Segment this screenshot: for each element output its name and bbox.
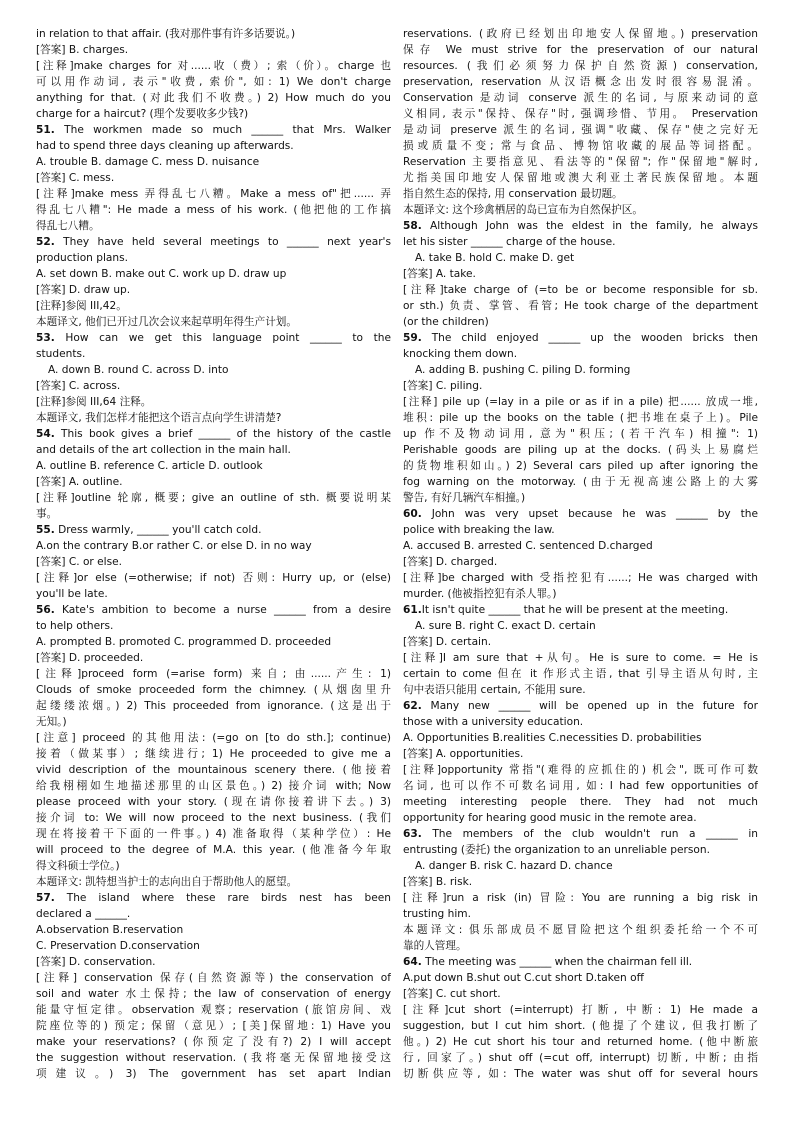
- text-line: [注释]opportunity 常指"(难得的应抓住的) 机会", 既可作可数: [403, 764, 758, 776]
- text-line: to help others.: [36, 620, 114, 632]
- text-line: 得乱七八糟。: [36, 220, 100, 232]
- question-line: [36, 330, 391, 346]
- text-line: and details of the art collection in the main hall.: [36, 444, 291, 456]
- text-line: 接介词 to: We will now proceed to the next business. (我们: [36, 812, 391, 824]
- text-line: fog warning on the motorway. (由于无视高速公路上的大雾: [403, 476, 758, 488]
- text-line: make your reservations? (你预定了没有?) 2) I will accept: [36, 1036, 391, 1048]
- question-number: 55.: [36, 524, 55, 536]
- text-line: 起缕缕浓烟。) 2) This proceeded from ignorance. (这是出于: [36, 700, 391, 712]
- text-line: students.: [36, 348, 86, 360]
- text-line: [注释]or else (=otherwise; if not) 否则: Hurry up, or (else): [36, 572, 391, 584]
- text-line: knocking them down.: [403, 348, 518, 360]
- text-line: 得文科硕士学位。): [36, 860, 120, 872]
- text-line: charge for a haircut? (理个发要收多少钱?): [36, 108, 249, 120]
- question-text: The meeting was ______ when the chairman fell ill.: [421, 956, 693, 968]
- question-number: 61.: [403, 604, 422, 616]
- text-line: you'll be late.: [36, 588, 108, 600]
- text-line: 得乱七八糟": He made a mess of his work. (他把他的工作搞: [36, 204, 391, 216]
- text-line: or sth.) 负责、掌管、看管; He took charge of the department: [403, 300, 758, 312]
- text-line: entrusting (委托) the organization to an unreliable person.: [403, 844, 710, 856]
- question-line: [36, 890, 391, 906]
- text-line: 警告, 有好几辆汽车相撞。): [403, 492, 526, 504]
- text-line: A. take B. hold C. make D. get: [415, 252, 575, 264]
- text-line: A. set down B. make out C. work up D. draw up: [36, 268, 287, 280]
- text-line: C. Preservation D.conservation: [36, 940, 200, 952]
- text-line: [答案] A. outline.: [36, 476, 123, 488]
- question-number: 59.: [403, 332, 422, 344]
- text-line: (or the children): [403, 316, 489, 328]
- question-text: The child enjoyed ______ up the wooden bricks then: [421, 332, 758, 344]
- text-line: A. danger B. risk C. hazard D. chance: [415, 860, 613, 872]
- text-line: let his sister ______ charge of the house.: [403, 236, 616, 248]
- text-line: 义相同, 表示"保持、保存"时, 强调珍惜、节用。 Preservation: [403, 108, 758, 120]
- question-line: [36, 122, 391, 138]
- text-line: 的货物堆积如山。) 2) Several cars piled up after ignoring the: [403, 460, 758, 472]
- text-line: Conservation 是动词 conserve 派生的名词, 与原来动词的意: [403, 92, 758, 104]
- text-line: A.observation B.reservation: [36, 924, 184, 936]
- question-line: [403, 954, 758, 970]
- text-line: [答案] C. cut short.: [403, 988, 501, 1000]
- text-line: police with breaking the law.: [403, 524, 555, 536]
- text-line: A. accused B. arrested C. sentenced D.charged: [403, 540, 653, 552]
- question-text: Many new ______ will be opened up in the future for: [421, 700, 758, 712]
- text-line: A. Opportunities B.realities C.necessities D. probabilities: [403, 732, 702, 744]
- text-line: anything for that. (对此我们不收费。) 2) How much do you: [36, 92, 391, 104]
- text-line: A. sure B. right C. exact D. certain: [415, 620, 596, 632]
- question-number: 58.: [403, 220, 422, 232]
- text-line: 现在将接着干下面的一件事。) 4) 准备取得（某种学位）: He: [36, 828, 391, 840]
- text-line: [注释]outline 轮廓, 概要; give an outline of sth. 概要说明某: [36, 492, 391, 504]
- question-line: [36, 522, 391, 538]
- text-line: 项建议。) 3) The government has set apart Indian: [36, 1068, 391, 1080]
- text-line: will proceed to the degree of M.A. this year. (他准备今年取: [36, 844, 391, 856]
- question-line: [36, 234, 391, 250]
- text-line: [答案] B. charges.: [36, 44, 129, 56]
- text-line: 可以用作动词, 表示"收费, 索价", 如: 1) We don't charge: [36, 76, 391, 88]
- text-line: suggestion, but I cut him short. (他提了个建议, 但我打断了: [403, 1020, 758, 1032]
- text-line: [答案] B. risk.: [403, 876, 473, 888]
- text-line: [注释]make charges for 对......收（费）; 索（价）。charge 也: [36, 60, 391, 72]
- text-line: [注释]take charge of (=to be or become responsible for sb.: [403, 284, 758, 296]
- text-line: 名词, 也可以作不可数名词用, 如: I had few opportunities of: [403, 780, 758, 792]
- text-line: vivid description of the mountainous scenery there. (他接着: [36, 764, 391, 776]
- text-line: 本题译文, 我们怎样才能把这个语言点向学生讲清楚?: [36, 412, 282, 424]
- text-line: please proceed with your story. (现在请你接着讲下去。) 3): [36, 796, 391, 808]
- text-line: 是动词 preserve 派生的名词, 强调"收藏、保存"使之完好无: [403, 124, 758, 136]
- text-line: [注意] proceed 的其他用法: (=go on [to do sth.]; continue): [36, 732, 391, 744]
- text-line: 指自然生态的保持, 用 conservation 最切题。: [403, 188, 623, 200]
- text-line: 尤指美国印地安人保留地或澳大利亚土著民族保留地。本题: [403, 172, 758, 184]
- question-text: The members of the club wouldn't run a ______ in: [421, 828, 758, 840]
- text-line: trusting him.: [403, 908, 471, 920]
- question-number: 52.: [36, 236, 55, 248]
- text-line: 接着（做某事）; 继续进行; 1) He proceeded to give me a: [36, 748, 391, 760]
- question-text: Dress warmly, ______ you'll catch cold.: [54, 524, 262, 536]
- question-text: How can we get this language point ______ to the: [54, 332, 391, 344]
- text-line: 靠的人管理。: [403, 940, 467, 952]
- text-line: 堆积: pile up the books on the table (把书堆在桌子上)。Pile: [403, 412, 758, 424]
- text-line: 保存 We must strive for the preservation of our natural: [403, 44, 758, 56]
- text-line: [注释]run a risk (in) 冒险: You are running a big risk in: [403, 892, 758, 904]
- text-line: those with a university education.: [403, 716, 584, 728]
- text-line: [注释]参阅 III,42。: [36, 300, 127, 312]
- question-text: It isn't quite ______ that he will be present at the meeting.: [421, 604, 729, 616]
- text-line: [注释]be charged with 受指控犯有......; He was charged with: [403, 572, 758, 584]
- text-line: [答案] D. conservation.: [36, 956, 156, 968]
- text-line: soil and water 水土保持; the law of conservation of energy: [36, 988, 391, 1000]
- text-line: 事。: [36, 508, 58, 520]
- question-line: [403, 698, 758, 714]
- text-line: [注释] conservation 保存(自然资源等) the conservation of: [36, 972, 391, 984]
- text-line: [答案] D. proceeded.: [36, 652, 144, 664]
- question-number: 64.: [403, 956, 422, 968]
- text-line: 损或质量不变; 常与食品、博物馆收藏的展品等词搭配。: [403, 140, 758, 152]
- text-line: 能量守恒定律。observation 观察; reservation (旅馆房间、戏: [36, 1004, 391, 1016]
- question-number: 51.: [36, 124, 55, 136]
- document-page: [36, 26, 758, 1102]
- question-line: [36, 426, 391, 442]
- text-line: A. prompted B. promoted C. programmed D. proceeded: [36, 636, 332, 648]
- left-column: [36, 26, 391, 1102]
- text-line: 本题译文: 俱乐部成员不愿冒险把这个组织委托给一个不可: [403, 924, 758, 936]
- text-line: 切断供应等, 如: The water was shut off for several hours: [403, 1068, 758, 1080]
- text-line: certain to come 但在 it 作形式主语, that 引导主语从句时, 主: [403, 668, 758, 680]
- text-line: [答案] A. opportunities.: [403, 748, 524, 760]
- text-line: [答案] D. certain.: [403, 636, 492, 648]
- text-line: A. trouble B. damage C. mess D. nuisance: [36, 156, 260, 168]
- text-line: [答案] A. take.: [403, 268, 476, 280]
- text-line: [答案] D. draw up.: [36, 284, 131, 296]
- text-line: A. down B. round C. across D. into: [48, 364, 229, 376]
- text-line: 行, 回家了。) shut off (=cut off, interrupt) 切断, 中断; 由指: [403, 1052, 758, 1064]
- text-line: A. adding B. pushing C. piling D. forming: [415, 364, 631, 376]
- text-line: 院座位等的) 预定; 保留（意见）; [美]保留地: 1) Have you: [36, 1020, 391, 1032]
- text-line: [答案] C. piling.: [403, 380, 483, 392]
- question-text: The island where these rare birds nest has been: [54, 892, 391, 904]
- text-line: reservations. (政府已经划出印地安人保留地。) preservation: [403, 28, 758, 40]
- text-line: opportunity for hearing good music in the remote area.: [403, 812, 697, 824]
- text-line: declared a ______.: [36, 908, 131, 920]
- question-text: The workmen made so much ______ that Mrs. Walker: [54, 124, 391, 136]
- text-line: murder. (他被指控犯有杀人罪。): [403, 588, 557, 600]
- text-line: preservation, reservation 从汉语概念出发时很容易混淆。: [403, 76, 758, 88]
- text-line: [注释]I am sure that +从句。He is sure to come. = He is: [403, 652, 758, 664]
- text-line: Reservation 主要指意见、看法等的"保留"; 作"保留地"解时,: [403, 156, 758, 168]
- question-text: They have held several meetings to ______ next year's: [54, 236, 391, 248]
- text-line: [答案] D. charged.: [403, 556, 498, 568]
- text-line: Perishable goods are piling up at the docks. (码头上易腐烂: [403, 444, 758, 456]
- text-line: 句中表语只能用 certain, 不能用 sure.: [403, 684, 586, 696]
- text-line: Clouds of smoke proceeded form the chimney. (从烟囱里升: [36, 684, 391, 696]
- question-number: 57.: [36, 892, 55, 904]
- text-line: in relation to that affair. (我对那件事有许多话要说。): [36, 28, 296, 40]
- text-line: [答案] C. or else.: [36, 556, 123, 568]
- question-line: [403, 602, 758, 618]
- text-line: A.on the contrary B.or rather C. or else D. in no way: [36, 540, 312, 552]
- question-number: 54.: [36, 428, 55, 440]
- text-line: the suggestion without reservation. (我将毫无保留地接受这: [36, 1052, 391, 1064]
- text-line: 无知。): [36, 716, 67, 728]
- question-line: [403, 506, 758, 522]
- question-text: John was very upset because he was ______ by the: [421, 508, 758, 520]
- question-line: [403, 330, 758, 346]
- text-line: up 作不及物动词用, 意为"积压; (若干汽车) 相撞": 1): [403, 428, 758, 440]
- question-number: 63.: [403, 828, 422, 840]
- text-line: 他。) 2) He cut short his tour and returned home. (他中断旅: [403, 1036, 758, 1048]
- text-line: [注释]proceed form (=arise form) 来自; 由......产生: 1): [36, 668, 391, 680]
- question-number: 53.: [36, 332, 55, 344]
- text-line: 给我栩栩如生地描述那里的山区景色。) 2) 接介词 with; Now: [36, 780, 391, 792]
- text-line: 本题译文, 他们已开过几次会议来起草明年得生产计划。: [36, 316, 297, 328]
- text-line: [答案] C. across.: [36, 380, 121, 392]
- text-line: production plans.: [36, 252, 129, 264]
- text-line: [注释]make mess 弄得乱七八糟。Make a mess of"把...... 弄: [36, 188, 391, 200]
- text-line: [注释]cut short (=interrupt) 打断, 中断: 1) He made a: [403, 1004, 758, 1016]
- question-text: Kate's ambition to become a nurse ______ from a desire: [54, 604, 391, 616]
- text-line: 本题译文: 凯特想当护士的志向出自于帮助他人的愿望。: [36, 876, 298, 888]
- text-line: resources. (我们必须努力保护自然资源) conservation,: [403, 60, 758, 72]
- text-line: [答案] C. mess.: [36, 172, 115, 184]
- text-line: A. outline B. reference C. article D. outlook: [36, 460, 263, 472]
- text-line: 本题译文: 这个珍禽栖居的岛已宣布为自然保护区。: [403, 204, 643, 216]
- question-number: 62.: [403, 700, 422, 712]
- question-line: [403, 826, 758, 842]
- question-number: 60.: [403, 508, 422, 520]
- text-line: meeting interesting people there. They had not much: [403, 796, 758, 808]
- text-line: [注释] pile up (=lay in a pile or as if in a pile) 把...... 放成一堆,: [403, 396, 758, 408]
- right-column: [403, 26, 758, 1102]
- question-text: Although John was the eldest in the family, he always: [421, 220, 758, 232]
- text-line: had to spend three days cleaning up afterwards.: [36, 140, 294, 152]
- text-line: A.put down B.shut out C.cut short D.taken off: [403, 972, 644, 984]
- question-text: This book gives a brief ______ of the history of the castle: [54, 428, 391, 440]
- question-line: [36, 602, 391, 618]
- question-line: [403, 218, 758, 234]
- question-number: 56.: [36, 604, 55, 616]
- text-line: [注释]参阅 III,64 注释。: [36, 396, 152, 408]
